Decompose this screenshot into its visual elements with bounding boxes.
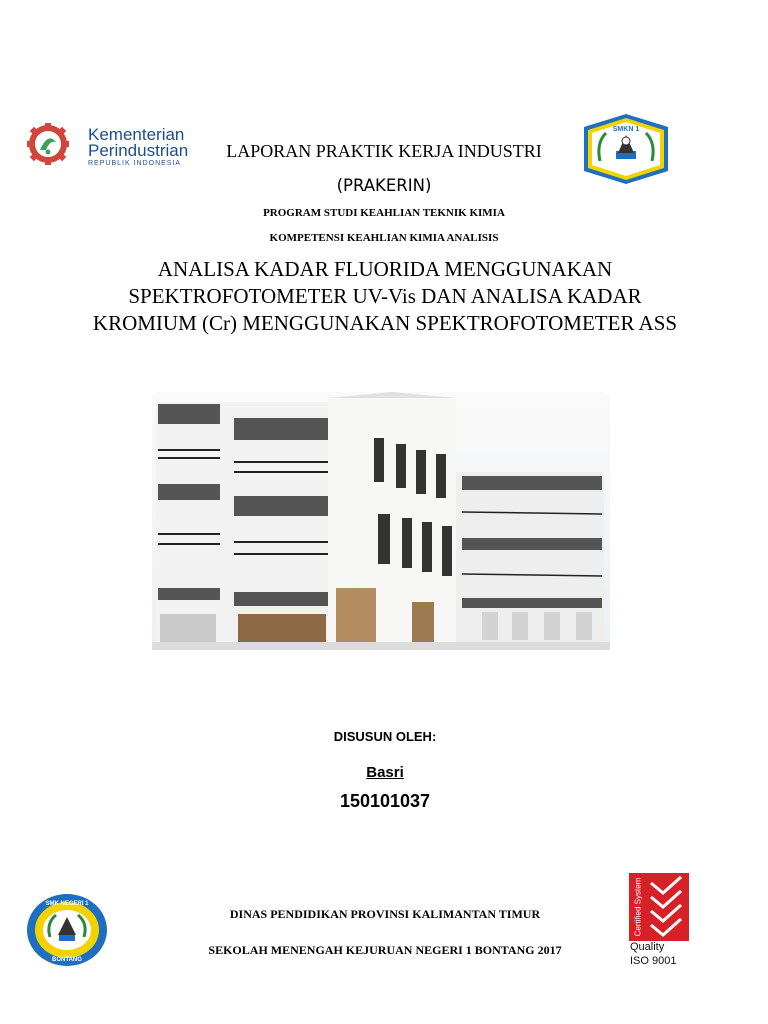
iso-certification-mark [622,873,696,969]
smk-top-logo-text: SMKN 1 [612,126,640,133]
iso-quality-text: Quality [630,941,665,953]
iso-standard-text: ISO 9001 [630,955,677,967]
ministry-country: REPUBLIK INDONESIA [88,160,182,167]
smk-logo-city: BONTANG [52,957,82,963]
competency: KOMPETENSI KEAHLIAN KIMIA ANALISIS [269,232,499,244]
author-name: Basri [366,764,404,781]
iso-certified-text: Certified System [633,877,643,937]
author-label: DISUSUN OLEH: [333,729,437,744]
ministry-name-line1: Kementerian [88,125,185,144]
smk-logo-text: SMK NEGERI 1 [45,901,89,907]
main-title: ANALISA KADAR FLUORIDA MENGGUNAKAN SPEKTROFOTOMETER UV-Vis DAN ANALISA KADAR KROMIUM (Cr) MENGGUNAKAN SPEKTROFOTOMETER ASS [92,257,678,335]
smk-negeri-logo [26,893,108,967]
report-title: LAPORAN PRAKTIK KERJA INDUSTRI [226,141,542,161]
education-office: DINAS PENDIDIKAN PROVINSI KALIMANTAN TIMUR [229,907,541,921]
gear-icon [22,122,78,166]
school-building-photo [152,392,610,650]
author-nim: 150101037 [339,791,431,811]
iso-certified-band [629,873,647,941]
school-name: SEKOLAH MENENGAH KEJURUAN NEGERI 1 BONTANG 2017 [208,943,562,957]
study-program: PROGRAM STUDI KEAHLIAN TEKNIK KIMIA [263,207,505,219]
ministry-name-line2: Perindustrian [88,141,189,160]
report-subtitle: (PRAKERIN) [336,176,432,195]
